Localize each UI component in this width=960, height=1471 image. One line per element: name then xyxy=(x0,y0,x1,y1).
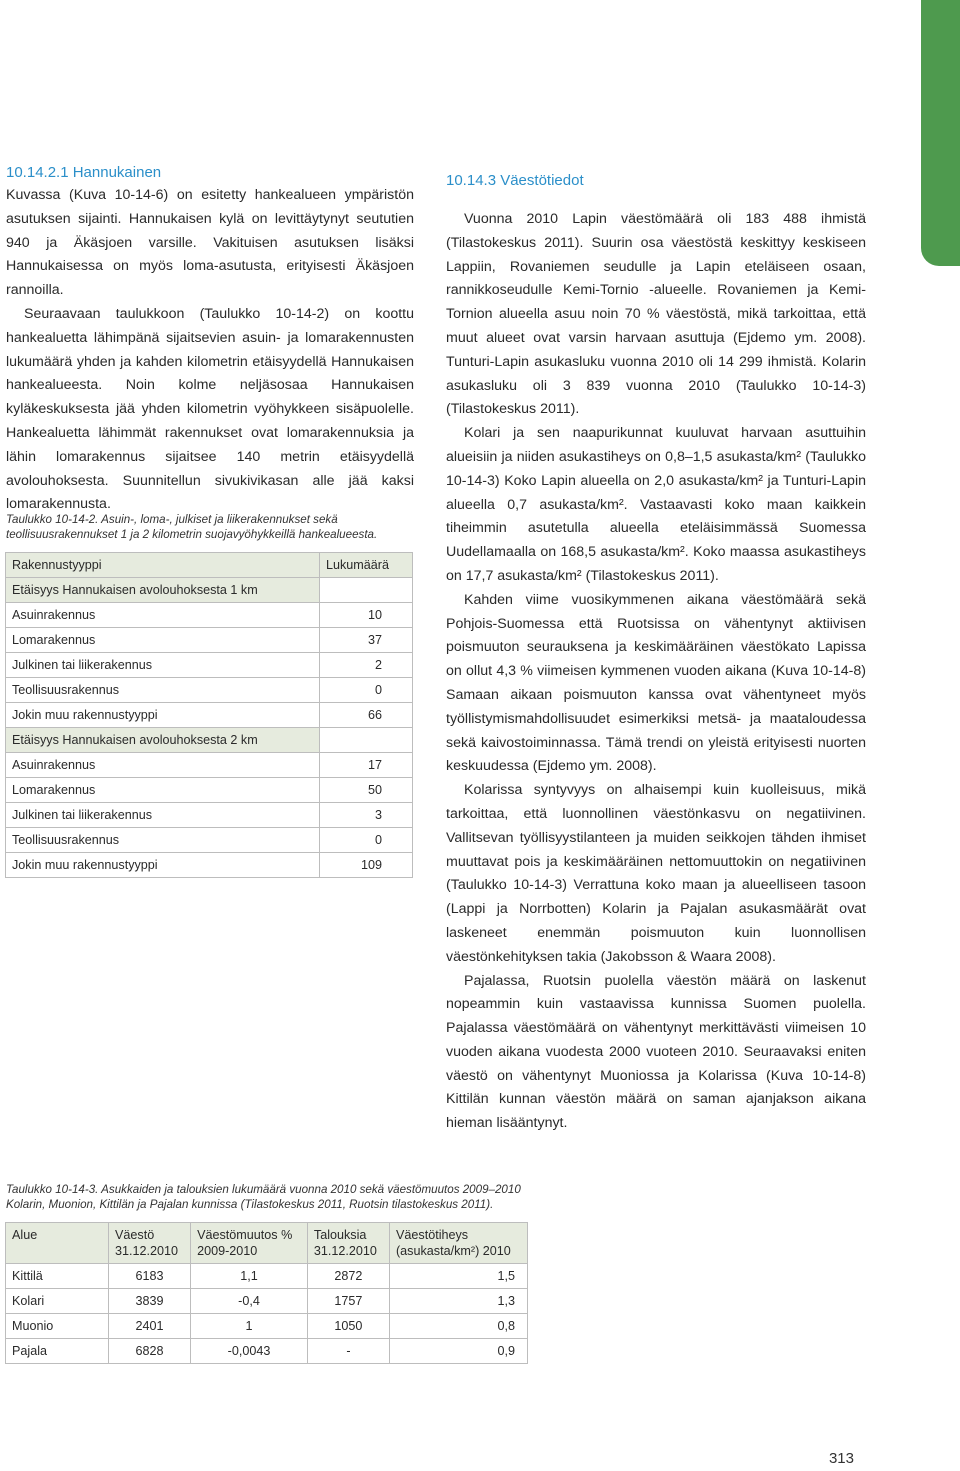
chapter-tab xyxy=(921,0,960,266)
cell: 37 xyxy=(320,628,413,653)
cell: Asuinrakennus xyxy=(6,603,320,628)
cell: -0,0043 xyxy=(191,1339,308,1364)
cell: Pajala xyxy=(6,1339,109,1364)
header-text: Alue xyxy=(12,1228,38,1242)
cell: 2872 xyxy=(307,1264,389,1289)
table-row xyxy=(6,1264,528,1289)
header-text: 31.12.2010 xyxy=(313,1244,377,1258)
header-cell xyxy=(6,1223,109,1264)
cell: Kittilä xyxy=(6,1264,109,1289)
cell: 1050 xyxy=(307,1314,389,1339)
paragraph: Kuvassa (Kuva 10-14-6) on esitetty hankealueen ympäristön asutuksen sijainti. Hannukaisen kylä on levittäytynyt seututien 940 ja Äkäsjoen varsille. Vakituisen asutuksen lisäksi Hannukaisessa on myös loma-asutusta, erityisesti Äkäsjoen rannoilla. xyxy=(6,187,414,299)
cell: 6828 xyxy=(109,1339,191,1364)
cell: 66 xyxy=(320,703,413,728)
header-cell xyxy=(109,1223,191,1264)
cell: 2401 xyxy=(109,1314,191,1339)
cell: Teollisuusrakennus xyxy=(6,828,320,853)
cell: 3 xyxy=(320,803,413,828)
header-text: Väestömuutos % xyxy=(197,1228,293,1242)
table-caption: Taulukko 10-14-2. Asuin-, loma-, julkiset ja liikerakennukset sekä teollisuusrakennukset 1 ja 2 kilometrin suojavyöhykkeillä hankealueesta. xyxy=(6,513,378,541)
cell: Muonio xyxy=(6,1314,109,1339)
cell: Lomarakennus xyxy=(6,628,320,653)
paragraph: Kolari ja sen naapurikunnat kuuluvat harvaan asuttuihin alueisiin ja niiden asukastiheys on 0,8–1,5 asukasta/km² (Taulukko 10-14-3) Koko Lapin alueella on 2,0 asukasta/km² ja Tunturi-Lapin alueella 0,7 asukasta/km². Vastaavasti koko maan kaikkein tiheimmin asutetulla alueella eteläisimmässä Suomessa Uudellamaalla on 168,5 asukasta/km². Koko maassa asukastiheys on 17,7 asukasta/km² (Tilastokeskus 2011). xyxy=(446,425,866,584)
cell: Kolari xyxy=(6,1289,109,1314)
table-row xyxy=(6,1314,528,1339)
cell: 50 xyxy=(320,778,413,803)
cell: 10 xyxy=(320,603,413,628)
table-row xyxy=(6,753,413,778)
header-cell xyxy=(191,1223,308,1264)
section-cell: Etäisyys Hannukaisen avolouhoksesta 2 km xyxy=(6,728,320,753)
table-row xyxy=(6,853,413,878)
header-cell: Rakennustyyppi xyxy=(6,553,320,578)
header-cell xyxy=(389,1223,527,1264)
table-row xyxy=(6,1339,528,1364)
cell: 0 xyxy=(320,678,413,703)
paragraph: Seuraavaan taulukkoon (Taulukko 10-14-2) on koottu hankealuetta lähimpänä sijaitsevien asuin- ja lomarakennusten lukumäärä yhden ja kahden kilometrin etäisyydellä Hannukaisen hankealueesta. Noin kolme neljäsosaa Hannukaisen kyläkeskuksesta jää yhden kilometrin vyöhykkeen sisäpuolelle. Hankealuetta lähimmät rakennukset ovat lomarakennuksia ja lähin lomarakennus sijaitsee 140 metrin etäisyydellä avolouhoksesta. Suunnitellun sivukivikasan alle jää kaksi lomarakennusta. xyxy=(6,305,414,513)
cell: 1 xyxy=(191,1314,308,1339)
cell: 3839 xyxy=(109,1289,191,1314)
cell: 109 xyxy=(320,853,413,878)
cell: 1,5 xyxy=(389,1264,527,1289)
table-row xyxy=(6,828,413,853)
cell: 1,3 xyxy=(389,1289,527,1314)
cell: - xyxy=(307,1339,389,1364)
header-cell xyxy=(307,1223,389,1264)
table-row xyxy=(6,778,413,803)
cell: Asuinrakennus xyxy=(6,753,320,778)
paragraph: Vuonna 2010 Lapin väestömäärä oli 183 488 ihmistä (Tilastokeskus 2011). Suurin osa väestöstä keskittyy keskiseen Lappiin, Rovaniemen seudulle ja Lapin eteläiseen osaan, rannikkoseudulle Kemi-Tornio -alueelle. Rovaniemen ja Kemi-Tornion alueella asuu noin 70 % väestöstä, mikä tarkoittaa, että muut alueet ovat varsin harvaan asuttuja (Ejdemo ym. 2008). Tunturi-Lapin asukasluku vuonna 2010 oli 14 299 ihmistä. Kolarin asukasluku oli 3 839 vuonna 2010 (Taulukko 10-14-3) (Tilastokeskus 2011). xyxy=(446,211,866,418)
cell: 0,9 xyxy=(389,1339,527,1364)
cell: Julkinen tai liikerakennus xyxy=(6,653,320,678)
right-column xyxy=(446,170,866,1136)
table-row xyxy=(6,653,413,678)
cell: 2 xyxy=(320,653,413,678)
buildings-table xyxy=(5,552,413,878)
cell: Jokin muu rakennustyyppi xyxy=(6,853,320,878)
table-section-row xyxy=(6,728,413,753)
header-text: Väestö xyxy=(115,1228,155,1242)
table-row xyxy=(6,803,413,828)
paragraph: Pajalassa, Ruotsin puolella väestön määrä on laskenut nopeammin kuin vastaavissa kunnissa Suomen puolella. Pajalassa väestömäärä on vähentynyt merkittävästi viimeisen 10 vuoden aikana vuodesta 2000 vuoteen 2010. Seuraavaksi eniten väestö on vähentynyt Muoniossa ja Kolarissa (Kuva 10-14-8) Kittilän kunnan väestön määrä on saman ajanjakson aikana hieman lisääntynyt. xyxy=(446,972,866,1132)
page-number: 313 xyxy=(828,1450,854,1467)
header-text: (asukasta/km²) 2010 xyxy=(395,1244,511,1258)
table-caption: Taulukko 10-14-3. Asukkaiden ja talouksien lukumäärä vuonna 2010 sekä väestömuutos 2009–2010 Kolarin, Muonion, Kittilän ja Pajalan kunnissa (Tilastokeskus 2011, Ruotsin tilastokeskus 2011). xyxy=(6,1183,521,1211)
cell: 0,8 xyxy=(389,1314,527,1339)
paragraph: Kahden viime vuosikymmenen aikana väestömäärä sekä Pohjois-Suomessa että Ruotsissa on vähentynyt aktiivisen poismuuton seurauksena ja keskimääräinen väestökato Lapissa on ollut 4,3 % viimeisen kymmenen vuoden aikana (Kuva 10-14-8) Samaan aikaan poismuuton kanssa ovat vähentyneet myös työllistymismahdollisuudet esimerkiksi metsä- ja maataloudessa sekä kaivostoiminnassa. Tämä trendi on yleistä erityisesti nuorten keskuudessa (Ejdemo ym. 2008). xyxy=(446,591,866,775)
section-heading: 10.14.2.1 Hannukainen xyxy=(6,164,162,181)
cell: 1757 xyxy=(307,1289,389,1314)
section-cell: Etäisyys Hannukaisen avolouhoksesta 1 km xyxy=(6,578,320,603)
cell: 1,1 xyxy=(191,1264,308,1289)
header-text: Talouksia xyxy=(313,1228,367,1242)
table-section-row xyxy=(6,578,413,603)
table-row xyxy=(6,1289,528,1314)
cell: 6183 xyxy=(109,1264,191,1289)
table-row xyxy=(6,603,413,628)
paragraph: Kolarissa syntyvyys on alhaisempi kuin kuolleisuus, mikä tarkoittaa, että luonnollinen väestönkasvu on negatiivinen. Vallitsevan työllisyystilanteen ja muiden seikkojen tähden ihmiset muuttavat pois ja keskimääräinen nettomuuttokin on negatiivinen (Taulukko 10-14-3) Verrattuna koko maan ja alueelliseen tasoon (Lappi ja Norrbotten) Kolarin ja Pajalan asukasmäärät ovat laskeneet enemmän poismuuton kuin luonnollisen väestönkehityksen takia (Jakobsson & Waara 2008). xyxy=(446,782,866,965)
table-row xyxy=(6,628,413,653)
population-table xyxy=(5,1222,528,1364)
cell: Teollisuusrakennus xyxy=(6,678,320,703)
left-column xyxy=(6,162,414,517)
cell: 0 xyxy=(320,828,413,853)
header-text: 2009-2010 xyxy=(197,1244,258,1258)
header-text: Väestötiheys xyxy=(395,1228,469,1242)
table-header-row xyxy=(6,1223,528,1264)
cell: -0,4 xyxy=(191,1289,308,1314)
table-row xyxy=(6,678,413,703)
cell: Julkinen tai liikerakennus xyxy=(6,803,320,828)
header-cell: Lukumäärä xyxy=(320,553,413,578)
table-row xyxy=(6,703,413,728)
table-header-row xyxy=(6,553,413,578)
cell: Lomarakennus xyxy=(6,778,320,803)
header-text: 31.12.2010 xyxy=(115,1244,179,1258)
section-heading: 10.14.3 Väestötiedot xyxy=(446,172,584,189)
cell: 17 xyxy=(320,753,413,778)
cell: Jokin muu rakennustyyppi xyxy=(6,703,320,728)
